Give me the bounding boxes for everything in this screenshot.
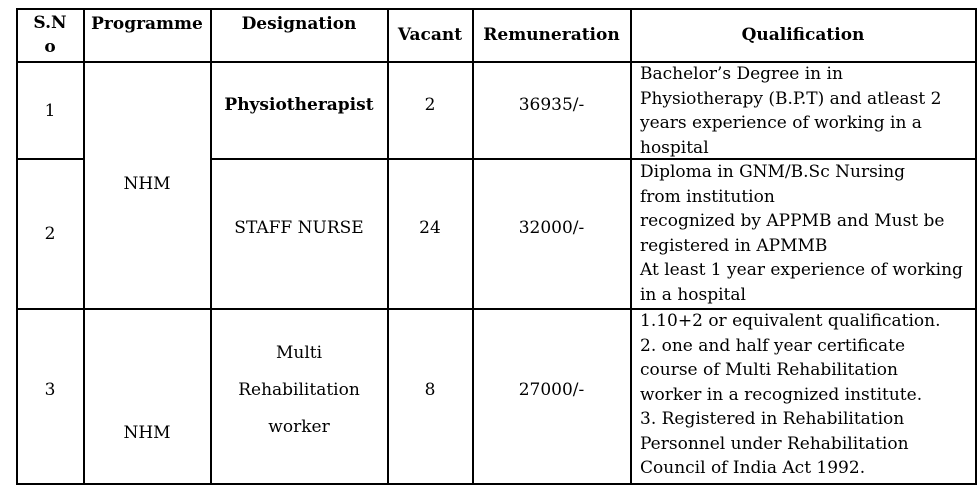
header-sno [18, 9, 82, 61]
designation-line: worker [268, 416, 330, 437]
grid-line [975, 8, 977, 485]
header-qualification-label: Qualification [741, 25, 865, 45]
designation-cell [212, 63, 386, 146]
qualification-cell [640, 160, 974, 307]
qualification-cell [640, 309, 974, 481]
programme-label: NHM [123, 423, 171, 443]
header-vacant-label: Vacant [397, 25, 463, 45]
sno-value: 1 [44, 100, 56, 121]
vacant-value: 2 [424, 94, 436, 115]
vacant-cell [389, 160, 471, 296]
header-qualification [632, 9, 974, 61]
qualification-line: At least 1 year experience of working [640, 260, 963, 280]
remuneration-cell [474, 160, 629, 296]
programme-cell [85, 170, 209, 198]
qualification-line: in a hospital [640, 284, 746, 305]
designation-line: Multi [275, 342, 323, 363]
qualification-line: Bachelor’s Degree in in [640, 64, 843, 84]
header-designation [212, 10, 386, 38]
sno-value: 3 [44, 380, 56, 400]
table-row-sno [18, 310, 82, 470]
vacant-cell [389, 310, 471, 470]
qualification-line: worker in a recognized institute. [640, 384, 923, 405]
header-programme-label: Programme [91, 14, 203, 34]
qualification-line: 3. Registered in Rehabilitation [640, 409, 905, 429]
grid-line [630, 8, 632, 485]
qualification-line: 2. one and half year certificate [640, 335, 906, 356]
remuneration-value: 36935/- [518, 94, 585, 115]
qualification-cell [640, 62, 974, 160]
remuneration-cell [474, 310, 629, 470]
qualification-line: from institution [640, 186, 775, 207]
remuneration-cell [474, 63, 629, 146]
programme-cell [85, 419, 209, 447]
vacant-value: 24 [419, 218, 441, 238]
header-sno-label: S.N o [33, 13, 67, 57]
table-row-sno [18, 160, 82, 308]
header-remuneration-label: Remuneration [483, 25, 620, 45]
header-designation-label: Designation [241, 14, 357, 34]
designation-cell [212, 310, 386, 470]
grid-line [83, 8, 85, 485]
programme-label: NHM [123, 174, 171, 194]
qualification-line: 1.10+2 or equivalent qualification. [640, 311, 941, 331]
header-remuneration [474, 9, 629, 61]
qualification-line: registered in APMMB [640, 235, 828, 256]
vacant-value: 8 [424, 380, 436, 400]
grid-line [16, 483, 977, 485]
qualification-line: recognized by APPMB and Must be [640, 211, 945, 231]
remuneration-value: 27000/- [518, 380, 585, 400]
designation-line: Rehabilitation [238, 379, 360, 400]
designation-cell [212, 160, 386, 296]
qualification-line: Personnel under Rehabilitation [640, 433, 909, 454]
sno-value: 2 [44, 224, 56, 244]
header-vacant [389, 9, 471, 61]
designation-value: Physiotherapist [224, 94, 374, 115]
designation-value: STAFF NURSE [234, 218, 364, 238]
qualification-line: Diploma in GNM/B.Sc Nursing [640, 162, 906, 182]
qualification-line: Physiotherapy (B.P.T) and atleast 2 [640, 88, 942, 109]
header-programme [85, 10, 209, 38]
qualification-line: course of Multi Rehabilitation [640, 360, 898, 380]
remuneration-value: 32000/- [518, 218, 585, 238]
qualification-line: years experience of working in a [640, 113, 922, 133]
vacant-cell [389, 63, 471, 146]
table-row-sno [18, 63, 82, 158]
qualification-line: Council of India Act 1992. [640, 458, 866, 478]
qualification-line: hospital [640, 137, 709, 158]
